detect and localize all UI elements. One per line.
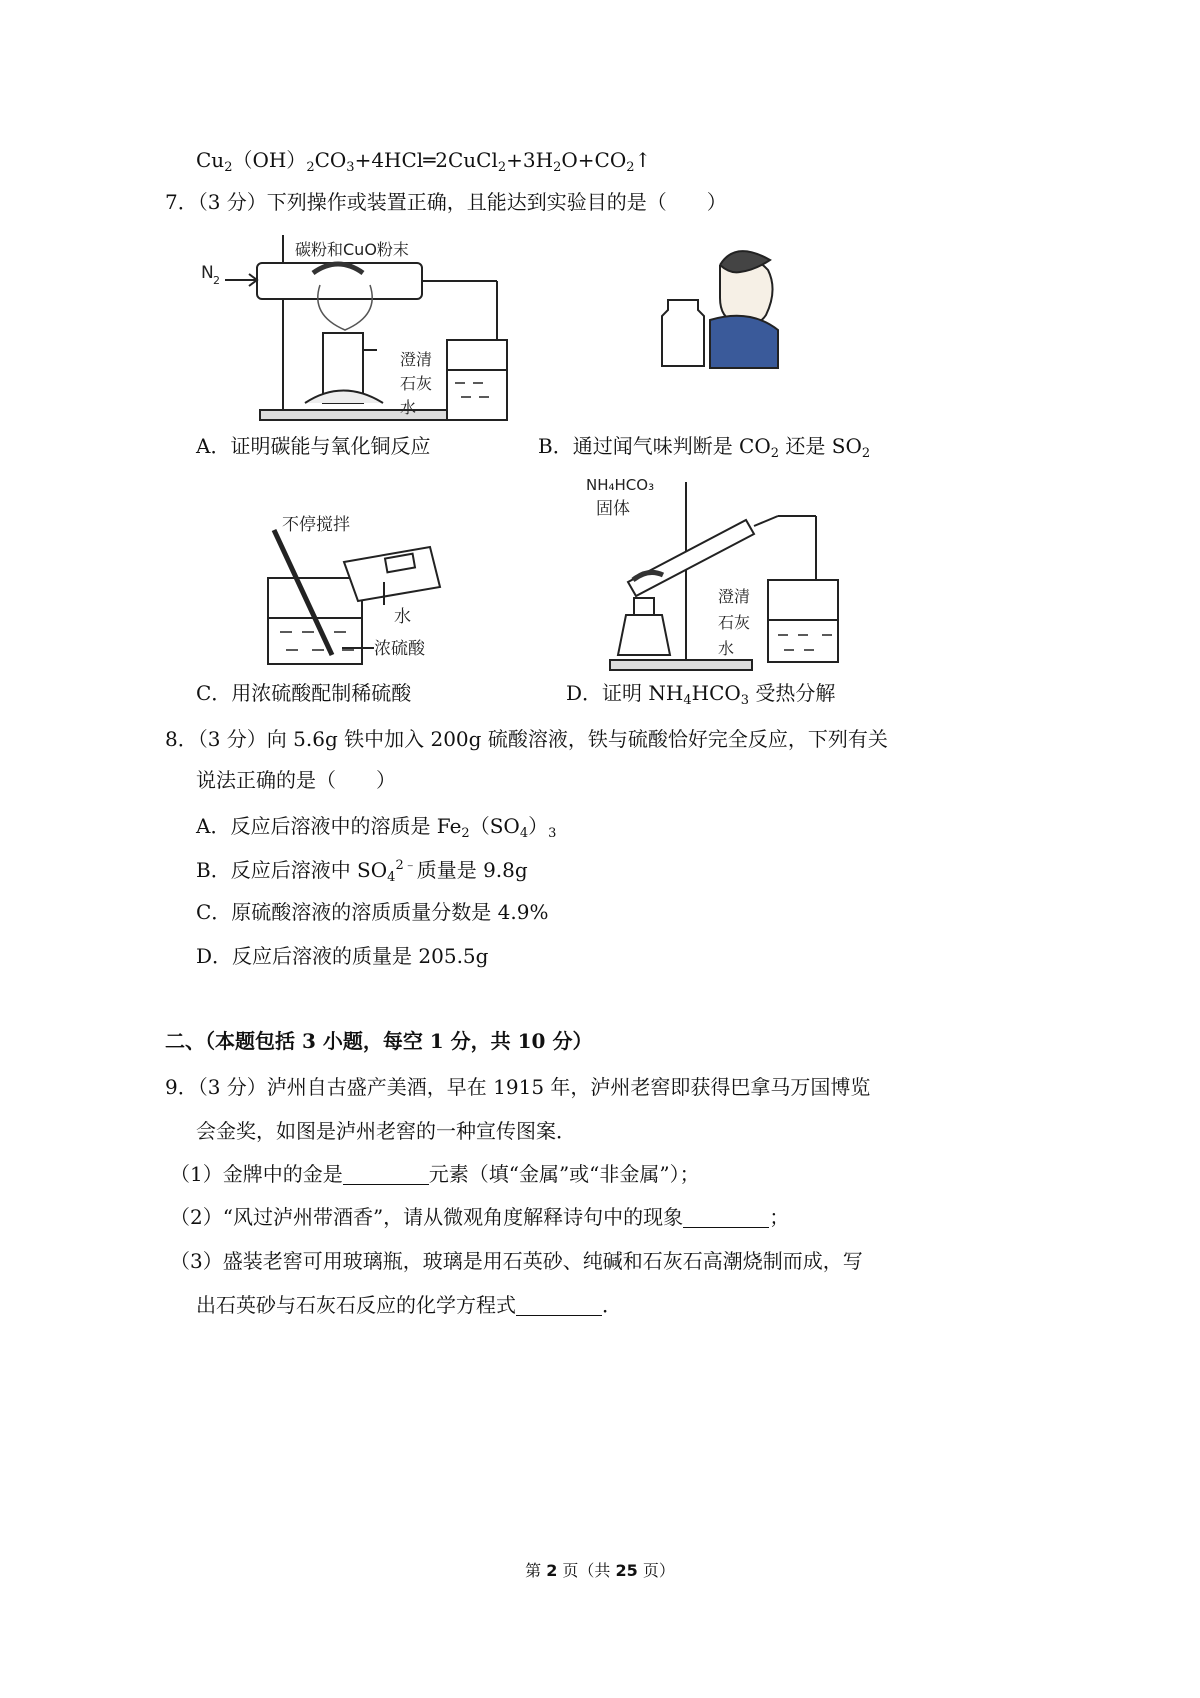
opt-text: 还是 SO <box>779 434 862 458</box>
burner-base <box>305 391 383 404</box>
opt-text: （SO <box>469 814 520 838</box>
eq-sub: 2 <box>497 160 507 175</box>
q9-stem-line1: 9．（3 分）泸州自古盛产美酒，早在 1915 年，泸州老窖即获得巴拿马万国博览 <box>165 1075 871 1099</box>
answer-blank[interactable] <box>343 1164 429 1185</box>
label-lime: 石灰 <box>400 374 433 393</box>
footer-text: 页（共 <box>557 1561 616 1580</box>
footer-text: 第 <box>525 1561 547 1580</box>
page-footer <box>0 1558 1200 1581</box>
equation-line <box>196 146 651 174</box>
page-number: 2 <box>546 1561 558 1580</box>
q8-stem-line1: 8．（3 分）向 5.6g 铁中加入 200g 硫酸溶液，铁与硫酸恰好完全反应，下列有关 <box>165 727 888 751</box>
opt-sub: 4 <box>519 826 529 841</box>
figure-d-heating <box>578 470 908 675</box>
part-text: （1）金牌中的金是 <box>170 1162 343 1186</box>
label-solid: 固体 <box>596 499 630 519</box>
q7-stem: 7．（3 分）下列操作或装置正确，且能达到实验目的是（ ） <box>165 190 727 214</box>
label-lime: 澄清 <box>400 350 433 369</box>
eq-text: ↑ <box>634 148 652 172</box>
label-stir: 不停搅拌 <box>282 515 350 535</box>
eq-text: （OH） <box>232 148 307 172</box>
opt-text: ） <box>528 814 549 838</box>
total-pages: 25 <box>615 1561 638 1580</box>
label-acid: 浓硫酸 <box>374 639 425 659</box>
q9-stem-line2: 会金奖，如图是泸州老窖的一种宣传图案． <box>196 1119 576 1143</box>
figure-b-smelling <box>660 240 780 370</box>
eq-sub: 2 <box>224 160 233 175</box>
test-tube <box>628 520 754 596</box>
q8-option-b <box>196 856 528 884</box>
eq-text: +3H <box>506 148 554 172</box>
opt-sub: 3 <box>740 693 750 708</box>
glass-tube <box>257 263 422 299</box>
opt-sub: 3 <box>548 826 557 841</box>
q8-option-a <box>196 812 556 840</box>
opt-sup: 2﹣ <box>395 858 417 873</box>
section2-heading: 二、（本题包括 3 小题，每空 1 分，共 10 分） <box>165 1029 593 1053</box>
q9-part-2 <box>170 1203 789 1231</box>
opt-text: 质量是 9.8g <box>416 858 528 882</box>
bottle <box>662 300 704 366</box>
eq-sub: 3 <box>346 160 355 175</box>
q7-option-c: C．用浓硫酸配制稀硫酸 <box>196 681 412 705</box>
eq-text: CO <box>314 148 347 172</box>
stand-base-d <box>610 660 752 670</box>
label-n2: N <box>201 263 214 283</box>
eq-text: +4HCl═2CuCl <box>354 148 498 172</box>
label-n2-sub: 2 <box>213 274 220 287</box>
q9-part-1 <box>170 1160 700 1188</box>
label-lime-d: 澄清 <box>718 587 751 606</box>
eq-text: O+CO <box>561 148 627 172</box>
opt-sub: 4 <box>387 870 396 885</box>
part-text: ． <box>602 1293 622 1317</box>
opt-text: D．证明 NH <box>566 681 684 705</box>
part-text: ； <box>769 1205 790 1229</box>
label-nh4hco3: NH₄HCO₃ <box>586 476 655 494</box>
part-text: 元素（填“金属”或“非金属”）； <box>428 1162 700 1186</box>
water-container <box>344 547 440 601</box>
q9-part-3-line1: （3）盛装老窖可用玻璃瓶，玻璃是用石英砂、纯碱和石灰石高潮烧制而成，写 <box>170 1249 863 1273</box>
q7-option-b <box>538 432 870 460</box>
label-powder: 碳粉和CuO粉末 <box>295 240 409 259</box>
beaker-a <box>447 340 507 420</box>
eq-text: Cu <box>196 148 225 172</box>
q8-stem-line2: 说法正确的是（ ） <box>196 768 396 792</box>
q8-option-c: C．原硫酸溶液的溶质质量分数是 4.9% <box>196 900 549 924</box>
label-lime: 水 <box>400 398 417 417</box>
alcohol-lamp <box>618 615 670 655</box>
stand-base <box>260 410 475 420</box>
label-water: 水 <box>394 607 411 627</box>
opt-text: HCO <box>691 681 741 705</box>
opt-text: 受热分解 <box>749 681 836 705</box>
opt-sub: 2 <box>770 446 780 461</box>
q9-part-3-line2 <box>196 1291 622 1319</box>
opt-text: B．通过闻气味判断是 CO <box>538 434 771 458</box>
opt-text: B．反应后溶液中 SO <box>196 858 388 882</box>
shirt <box>710 316 778 368</box>
opt-sub: 2 <box>861 446 871 461</box>
answer-blank[interactable] <box>683 1207 769 1228</box>
opt-sub: 2 <box>461 826 470 841</box>
opt-sub: 4 <box>683 693 692 708</box>
figure-a-apparatus <box>195 225 515 425</box>
q7-option-d <box>566 679 835 707</box>
eq-sub: 2 <box>306 160 315 175</box>
eq-sub: 2 <box>626 160 635 175</box>
opt-text: A．反应后溶液中的溶质是 Fe <box>196 814 462 838</box>
label-lime-d: 水 <box>718 639 735 658</box>
footer-text: 页） <box>637 1561 675 1580</box>
part-text: 出石英砂与石灰石反应的化学方程式 <box>196 1293 516 1317</box>
answer-blank[interactable] <box>516 1295 602 1316</box>
label-lime-d: 石灰 <box>718 613 751 632</box>
part-text: （2）“风过泸州带酒香”，请从微观角度解释诗句中的现象 <box>170 1205 684 1229</box>
q7-option-a: A．证明碳能与氧化铜反应 <box>196 434 431 458</box>
figure-c-dilution <box>262 510 472 670</box>
q8-option-d: D．反应后溶液的质量是 205.5g <box>196 944 489 968</box>
eq-sub: 2 <box>553 160 562 175</box>
